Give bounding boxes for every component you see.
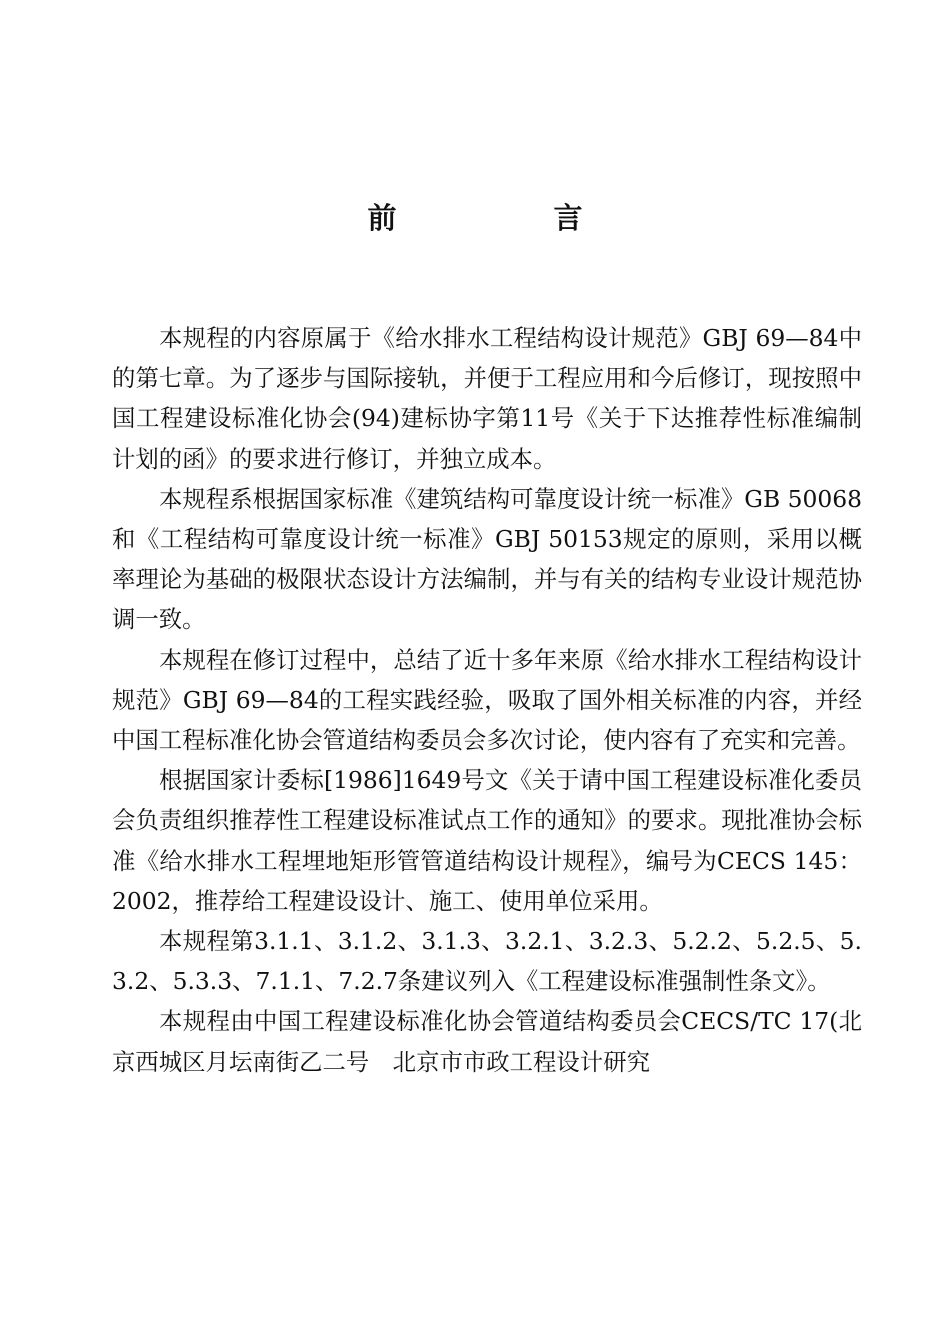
- paragraph-revision: 本规程在修订过程中，总结了近十多年来原《给水排水工程结构设计规范》GBJ 69—84的工程实践经验，吸取了国外相关标准的内容，并经中国工程标准化协会管道结构委员会多次讨论，使内容有了充实和完善。: [112, 645, 862, 755]
- paragraph-approval: 根据国家计委标[1986]1649号文《关于请中国工程建设标准化委员会负责组织推荐性工程建设标准试点工作的通知》的要求。现批准协会标准《给水排水工程埋地矩形管管道结构设计规程》，编号为CECS 145：2002，推荐给工程建设设计、施工、使用单位采用。: [112, 766, 862, 915]
- preface-body: [112, 318, 862, 1082]
- paragraph-editor: 本规程由中国工程建设标准化协会管道结构委员会CECS/TC 17(北京西城区月坛南街乙二号 北京市市政工程设计研究: [112, 1007, 862, 1076]
- paragraph-basis: 本规程系根据国家标准《建筑结构可靠度设计统一标准》GB 50068和《工程结构可靠度设计统一标准》GBJ 50153规定的原则，采用以概率理论为基础的极限状态设计方法编制，并与有关的结构专业设计规范协调一致。: [112, 484, 862, 634]
- page-title: 前 言: [367, 201, 647, 235]
- paragraph-mandatory-clauses: 本规程第3.1.1、3.1.2、3.1.3、3.2.1、3.2.3、5.2.2、5.2.5、5.3.2、5.3.3、7.1.1、7.2.7条建议列入《工程建设标准强制性条文》。: [112, 927, 862, 996]
- paragraph-origin: 本规程的内容原属于《给水排水工程结构设计规范》GBJ 69—84中的第七章。为了逐步与国际接轨，并便于工程应用和今后修订，现按照中国工程建设标准化协会(94)建标协字第11号《关于下达推荐性标准编制计划的函》的要求进行修订，并独立成本。: [112, 324, 862, 473]
